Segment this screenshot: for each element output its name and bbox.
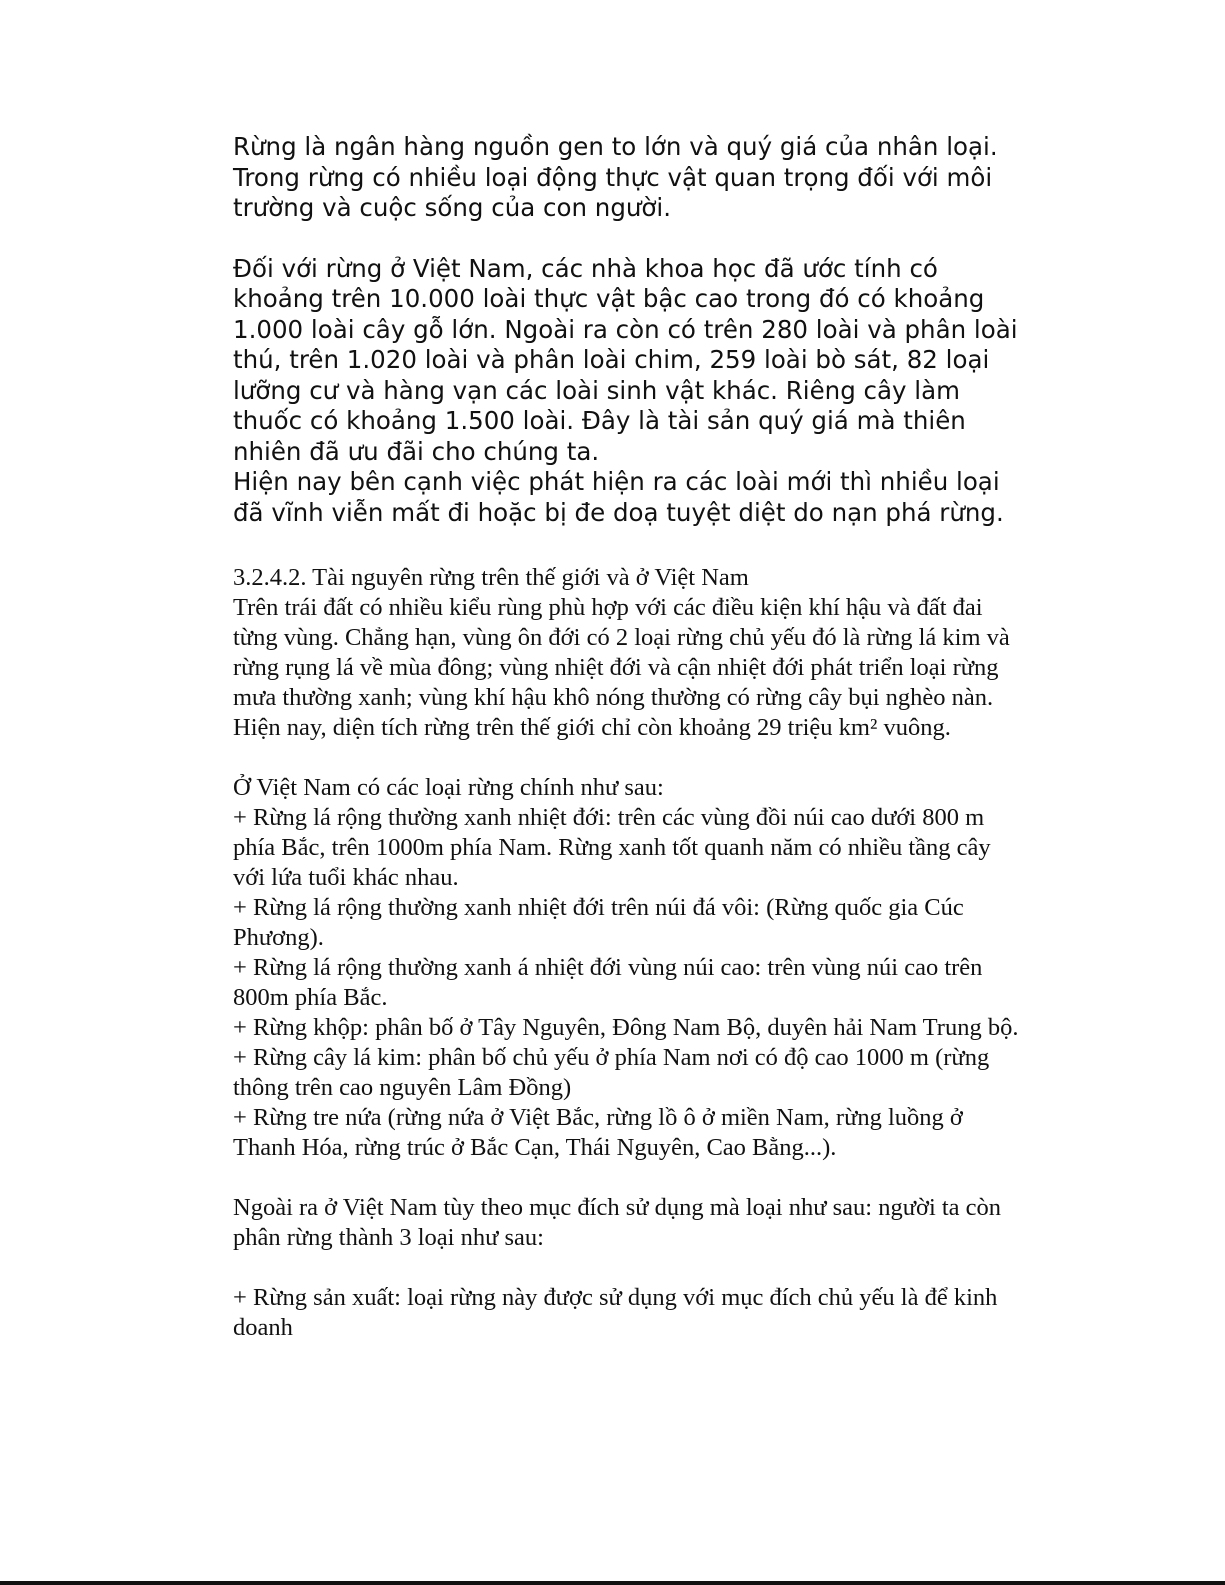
forest-resources-section (233, 563, 1023, 1343)
section-spacer (233, 528, 1023, 563)
page-bottom-rule (0, 1581, 1225, 1585)
vietnam-forests-intro: Ở Việt Nam có các loại rừng chính như sau: (233, 774, 664, 801)
section-heading: 3.2.4.2. Tài nguyên rừng trên thế giới và ở Việt Nam (233, 564, 749, 591)
paragraph-spacer (233, 224, 1023, 254)
world-forests-paragraph: Trên trái đất có nhiều kiểu rùng phù hợp với các điều kiện khí hậu và đất đai từng vùng. Chẳng hạn, vùng ôn đới có 2 loại rừng chủ yếu đó là rừng lá kim và rừng rụng lá về mùa đông; vùng nhiệt đới và cận nhiệt đới phát triển loại rừng mưa thường xanh; vùng khí hậu khô nóng thường có rừng cây bụi nghèo nàn. Hiện nay, diện tích rừng trên thế giới chỉ còn khoảng 29 triệu km² vuông. (233, 594, 1010, 741)
intro-section (233, 132, 1023, 528)
paragraph-spacer (233, 743, 1023, 773)
forest-type-item: + Rừng cây lá kim: phân bố chủ yếu ở phía Nam nơi có độ cao 1000 m (rừng thông trên cao nguyên Lâm Đồng) (233, 1044, 990, 1101)
forest-type-item: + Rừng lá rộng thường xanh nhiệt đới: trên các vùng đồi núi cao dưới 800 m phía Bắc, trên 1000m phía Nam. Rừng xanh tốt quanh năm có nhiều tầng cây với lứa tuổi khác nhau. (233, 804, 991, 891)
forest-type-item: + Rừng lá rộng thường xanh á nhiệt đới vùng núi cao: trên vùng núi cao trên 800m phía Bắc. (233, 954, 983, 1011)
paragraph-spacer (233, 1163, 1023, 1193)
classification-intro: Ngoài ra ở Việt Nam tùy theo mục đích sử dụng mà loại như sau: người ta còn phân rừng thành 3 loại như sau: (233, 1194, 1002, 1251)
document-page (233, 132, 1023, 1343)
paragraph-spacer (233, 1253, 1023, 1283)
intro-paragraph-vietnam-species: Đối với rừng ở Việt Nam, các nhà khoa học đã ước tính có khoảng trên 10.000 loài thực vật bậc cao trong đó có khoảng 1.000 loài cây gỗ lớn. Ngoài ra còn có trên 280 loài và phân loài thú, trên 1.020 loài và phân loài chim, 259 loài bò sát, 82 loại lưỡng cư và hàng vạn các loài sinh vật khác. Riêng cây làm thuốc có khoảng 1.500 loài. Đây là tài sản quý giá mà thiên nhiên đã ưu đãi cho chúng ta. (233, 253, 1018, 466)
forest-type-item: + Rừng khộp: phân bố ở Tây Nguyên, Đông Nam Bộ, duyên hải Nam Trung bộ. (233, 1014, 1019, 1041)
intro-paragraph-extinction: Hiện nay bên cạnh việc phát hiện ra các loài mới thì nhiều loại đã vĩnh viễn mất đi hoặc bị đe doạ tuyệt diệt do nạn phá rừng. (233, 467, 1004, 527)
forest-type-item: + Rừng tre nứa (rừng nứa ở Việt Bắc, rừng lồ ô ở miền Nam, rừng luồng ở Thanh Hóa, rừng trúc ở Bắc Cạn, Thái Nguyên, Cao Bằng...). (233, 1104, 963, 1161)
intro-paragraph-gene-bank: Rừng là ngân hàng nguồn gen to lớn và quý giá của nhân loại. Trong rừng có nhiều loại động thực vật quan trọng đối với môi trường và cuộc sống của con người. (233, 132, 998, 222)
forest-type-item: + Rừng lá rộng thường xanh nhiệt đới trên núi đá vôi: (Rừng quốc gia Cúc Phương). (233, 894, 964, 951)
production-forest-item: + Rừng sản xuất: loại rừng này được sử dụng với mục đích chủ yếu là để kinh doanh (233, 1284, 998, 1341)
